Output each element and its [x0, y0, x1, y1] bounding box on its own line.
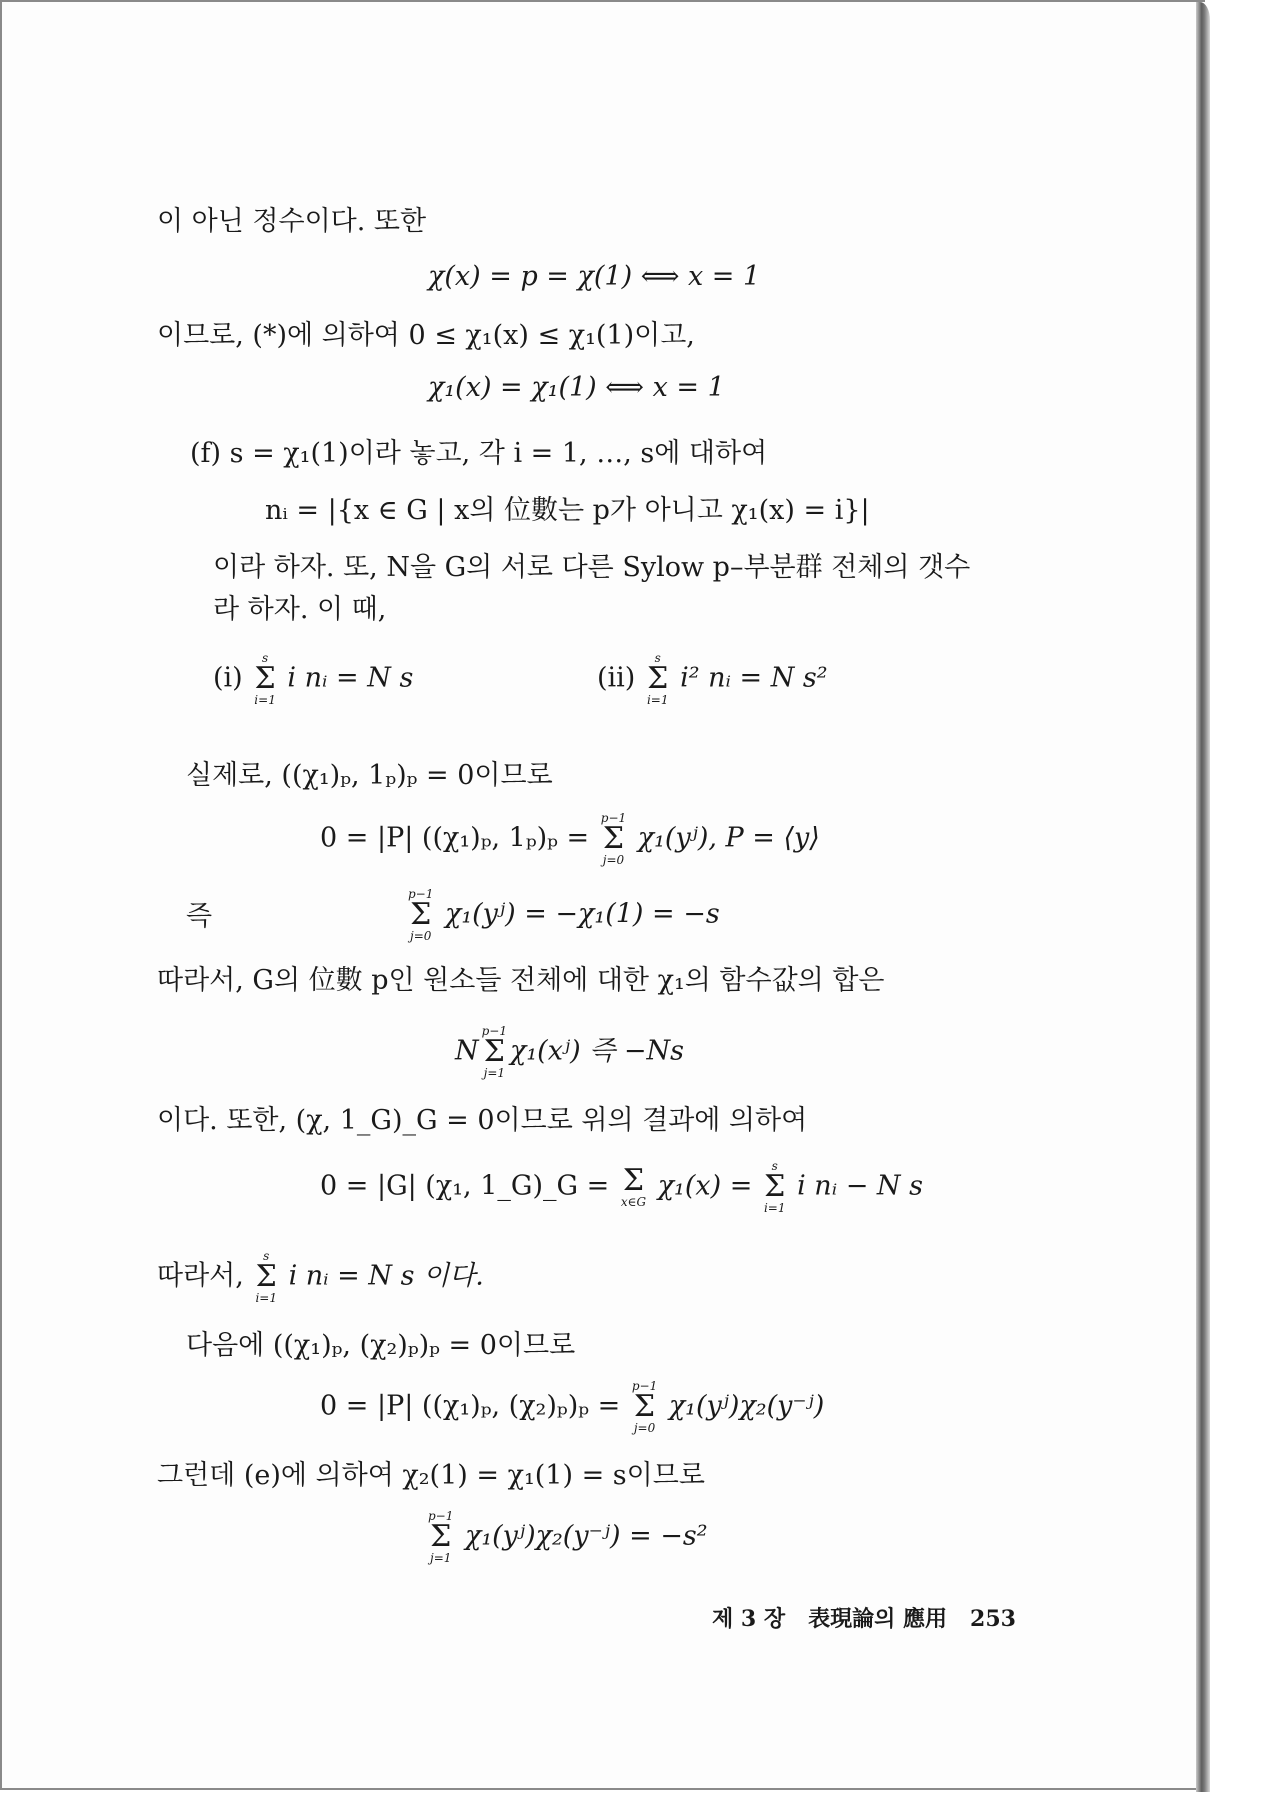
equation-4-label: 즉 [186, 901, 213, 932]
text-line-3: 이라 하자. 또, N을 G의 서로 다른 Sylow p–부분群 전체의 갯수 [213, 552, 971, 583]
claim-ii-body: i² nᵢ = N s² [680, 662, 828, 694]
equation-7: 0 = |P| ((χ₁)ₚ, (χ₂)ₚ)ₚ = p−1 Σ j=0 χ₁(yʲ)χ₂(y⁻ʲ) [320, 1379, 825, 1435]
text-line-9: 다음에 ((χ₁)ₚ, (χ₂)ₚ)ₚ = 0이므로 [186, 1330, 576, 1361]
equation-2: χ₁(x) = χ₁(1) ⟺ x = 1 [428, 372, 725, 403]
summation-symbol: Σ x∈G [620, 1163, 647, 1209]
equation-4: p−1 Σ j=0 χ₁(yʲ) = −χ₁(1) = −s [408, 887, 720, 943]
text-line-1: 이 아닌 정수이다. 또한 [157, 206, 427, 237]
equation-3: 0 = |P| ((χ₁)ₚ, 1ₚ)ₚ = p−1 Σ j=0 χ₁(yʲ), P = ⟨y⟩ [320, 811, 820, 867]
summation-symbol: s Σ i=1 [646, 651, 669, 707]
summation-symbol: s Σ i=1 [255, 1249, 277, 1305]
page-edge-shadow [1196, 2, 1210, 1792]
claim-ii [597, 652, 828, 706]
text-line-8: 따라서, s Σ i=1 i nᵢ = N s 이다. [157, 1249, 484, 1305]
page-footer [712, 1602, 1016, 1633]
summation-symbol: p−1 Σ j=0 [600, 811, 627, 867]
text-line-2: 이므로, (*)에 의하여 0 ≤ χ₁(x) ≤ χ₁(1)이고, [157, 320, 695, 351]
equation-n-i: nᵢ = |{x ∈ G | x의 位數는 p가 아니고 χ₁(x) = i}| [265, 495, 870, 526]
summation-symbol: p−1 Σ j=0 [631, 1379, 658, 1435]
text-line-6: 따라서, G의 位數 p인 원소들 전체에 대한 χ₁의 함수값의 합은 [157, 965, 885, 996]
summation-symbol: p−1 Σ j=1 [481, 1024, 507, 1080]
equation-1: χ(x) = p = χ(1) ⟺ x = 1 [428, 261, 761, 292]
claim-ii-label: (ii) [597, 662, 636, 694]
text-line-7: 이다. 또한, (χ, 1_G)_G = 0이므로 위의 결과에 의하여 [157, 1105, 808, 1136]
equation-8: p−1 Σ j=1 χ₁(yʲ)χ₂(y⁻ʲ) = −s² [428, 1509, 708, 1565]
equation-6: 0 = |G| (χ₁, 1_G)_G = Σ x∈G χ₁(x) = s Σ i=1 i nᵢ − N s [320, 1159, 923, 1215]
footer-chapter: 제 3 장 [712, 1606, 786, 1632]
page-number: 253 [970, 1606, 1016, 1632]
summation-symbol: s Σ i=1 [763, 1159, 786, 1215]
summation-symbol: p−1 Σ j=1 [428, 1509, 454, 1565]
text-line-10: 그런데 (e)에 의하여 χ₂(1) = χ₁(1) = s이므로 [157, 1460, 705, 1491]
equation-5: N p−1 Σ j=1 χ₁(xʲ) 즉 −Ns [455, 1024, 684, 1080]
item-f-line: (f) s = χ₁(1)이라 놓고, 각 i = 1, …, s에 대하여 [190, 438, 768, 469]
text-line-4: 라 하자. 이 때, [213, 594, 387, 625]
claim-i [213, 652, 413, 706]
claim-i-label: (i) [213, 662, 243, 694]
summation-symbol: p−1 Σ j=0 [408, 887, 434, 943]
summation-symbol: s Σ i=1 [254, 651, 276, 707]
text-line-5: 실제로, ((χ₁)ₚ, 1ₚ)ₚ = 0이므로 [186, 760, 553, 791]
claim-i-body: i nᵢ = N s [287, 662, 414, 694]
footer-title: 表現論의 應用 [808, 1606, 948, 1632]
